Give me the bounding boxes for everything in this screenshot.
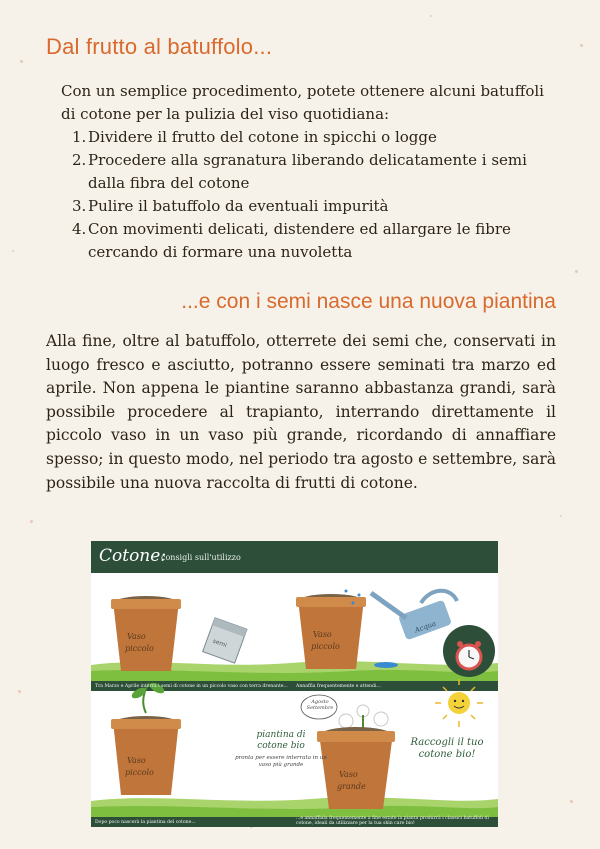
infographic-title: Cotone:	[99, 546, 167, 566]
small-pot-illustration	[111, 596, 181, 671]
step-number: 4.	[72, 220, 87, 238]
list-item	[72, 195, 567, 218]
svg-text:piccolo: piccolo	[125, 644, 154, 653]
seed-bag-illustration	[203, 618, 247, 663]
body-paragraph: Alla fine, oltre al batuffolo, otterrete dei semi che, conservati in luogo fresco e asciutto, potranno essere seminati tra marzo ed aprile. Non appena le piantine saranno abbastanza grandi, sarà possibile procedere al trapianto, interrando direttamente il piccolo vaso in un vaso più grande, ricordando di annaffiare spesso; in questo modo, nel periodo tra agosto e settembre, sarà possibile una nuova raccolta di frutti di cotone.	[46, 332, 556, 492]
svg-text:grande: grande	[337, 782, 366, 791]
svg-text:piccolo: piccolo	[311, 642, 340, 651]
svg-text:Acqua: Acqua	[413, 619, 438, 635]
infographic-subtitle: consigli sull'utilizzo	[161, 553, 241, 562]
infographic-illustration	[91, 573, 498, 827]
svg-text:Vaso: Vaso	[313, 630, 332, 639]
seedling-pot-illustration	[111, 681, 181, 795]
step-text: Con movimenti delicati, distendere ed allargare le fibre cercando di formare una nuvoletta	[88, 220, 511, 261]
caption-step-3: Dopo poco nascerà la piantina del cotone...	[95, 820, 196, 825]
list-item	[72, 149, 567, 195]
note-season-tag: Agosto Settembre	[306, 699, 334, 711]
list-item	[72, 126, 567, 149]
list-item	[72, 218, 567, 264]
step-text: Dividere il frutto del cotone in spicchi o logge	[88, 128, 437, 146]
step-text: Pulire il batuffolo da eventuali impurità	[88, 197, 389, 215]
step-number: 3.	[72, 197, 87, 215]
svg-text:piccolo: piccolo	[125, 768, 154, 777]
section-heading: Dal frutto al batuffolo...	[46, 34, 273, 59]
note-plant-title: piantina di cotone bio	[256, 730, 306, 751]
caption-step-1: Tra Marzo e Aprile interra i semi di cotone in un piccolo vaso con terra drenante...	[95, 684, 288, 689]
step-number: 1.	[72, 128, 87, 146]
svg-text:Vaso: Vaso	[127, 632, 146, 641]
step-text: Procedere alla sgranatura liberando delicatamente i semi dalla fibra del cotone	[88, 151, 527, 192]
caption-step-2: Annaffia frequentemente e attendi...	[296, 684, 381, 689]
note-plant-sub: pronta per essere interrata in un vaso più grande	[235, 755, 327, 768]
step-number: 2.	[72, 151, 87, 169]
caption-step-4: ...e annaffiala frequentemente a fine estate la pianta produrrà i classici batuffoli di cotone, ideali da utilizzare per la tua skin care bio!	[296, 816, 489, 826]
svg-text:Vaso: Vaso	[127, 756, 146, 765]
alarm-clock-illustration	[443, 625, 495, 677]
infographic	[91, 541, 498, 827]
svg-text:semi: semi	[211, 637, 228, 650]
intro-paragraph: Con un semplice procedimento, potete ottenere alcuni batuffoli di cotone per la pulizia del viso quotidiana:	[61, 82, 544, 123]
section-subheading: ...e con i semi nasce una nuova piantina	[181, 290, 556, 313]
infographic-header	[91, 541, 498, 573]
steps-list	[72, 126, 567, 264]
svg-text:Vaso: Vaso	[339, 770, 358, 779]
watered-pot-illustration	[296, 594, 398, 669]
note-harvest: Raccogli il tuo cotone bio!	[410, 737, 484, 760]
